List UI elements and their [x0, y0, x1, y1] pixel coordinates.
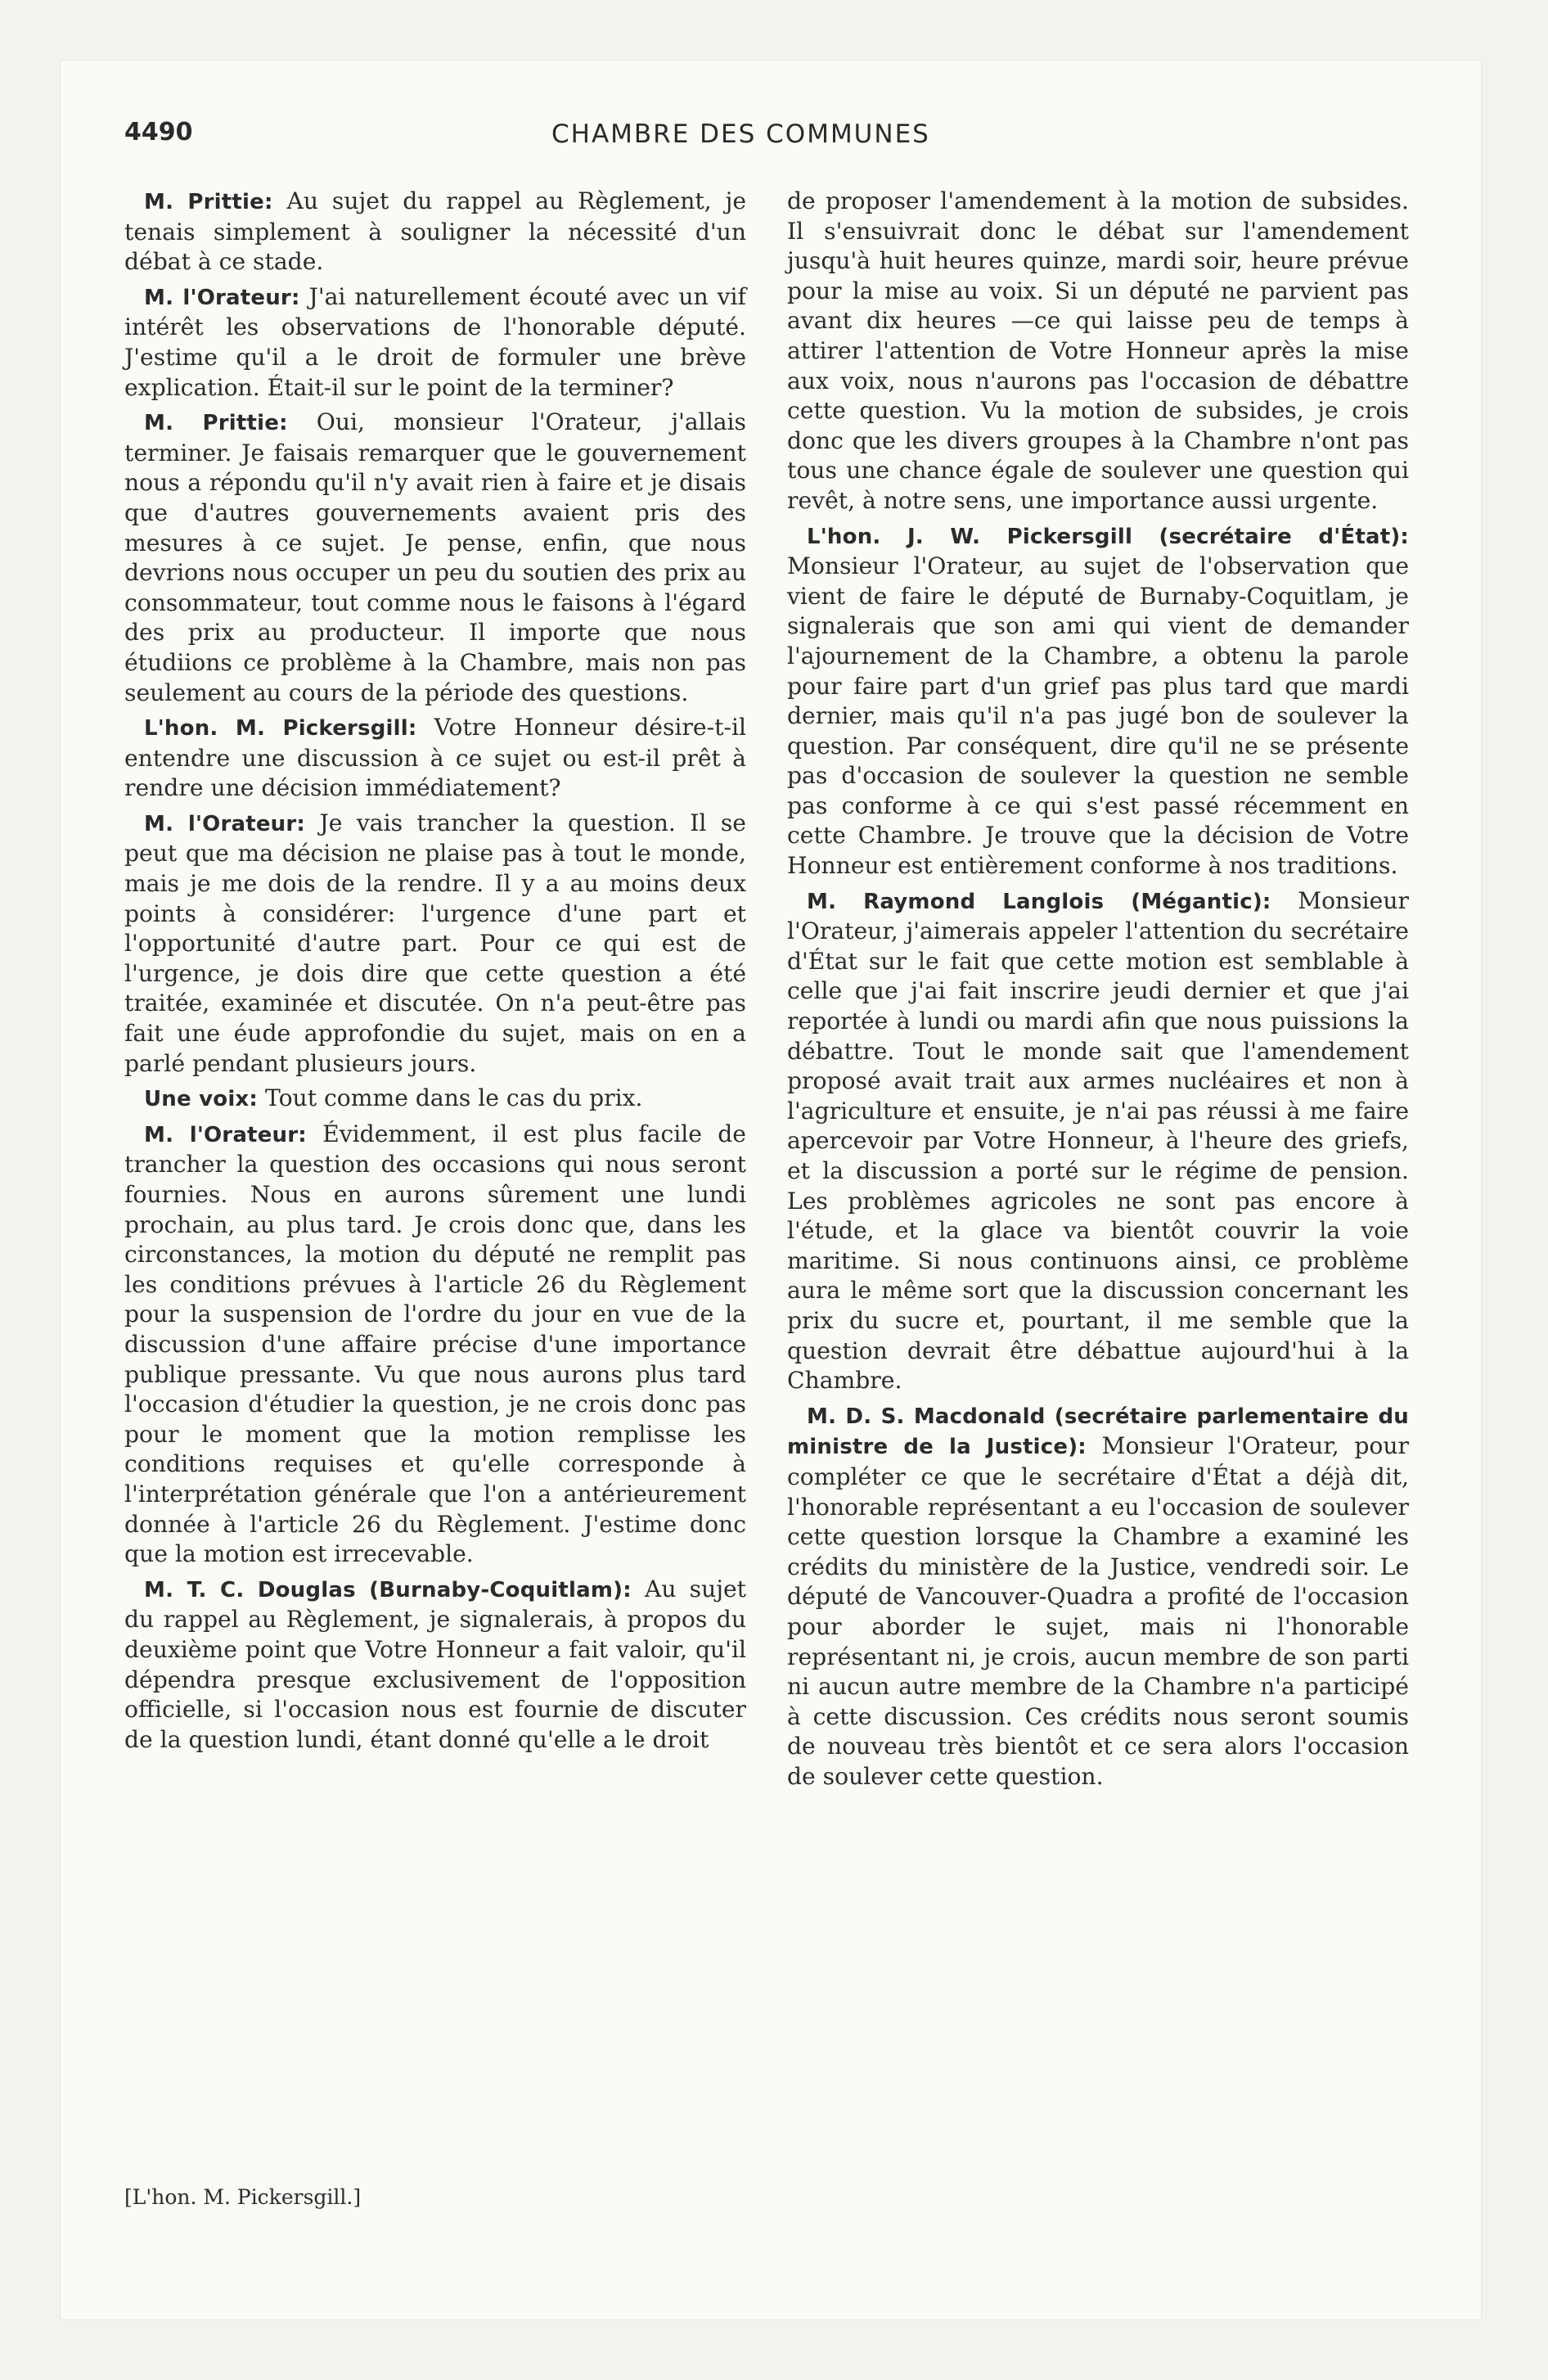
folio-note: [L'hon. M. Pickersgill.]: [124, 2185, 362, 2209]
page-number: 4490: [124, 118, 193, 146]
speaker-name: M. T. C. Douglas (Burnaby-Coquitlam):: [144, 1577, 632, 1602]
speech-text: Je vais trancher la question. Il se peut que ma décision ne plaise pas à tout le monde, mais je me dois de la rendre. Il y a au moins deux points à considérer: l'urgence d'une part et l'opportunité d'autre part. Pour ce qui est de l'urgence, je dois dire que cette question a été traitée, examinée et discutée. On n'a peut-être pas fait une éude approfondie du sujet, mais on en a parlé pendant plusieurs jours.: [124, 809, 746, 1077]
speaker-name: M. Prittie:: [144, 190, 273, 214]
left-column: [124, 187, 746, 1760]
speech-text: Tout comme dans le cas du prix.: [264, 1084, 643, 1112]
paragraph: [787, 1401, 1409, 1792]
paragraph: [124, 282, 746, 403]
speaker-name: L'hon. J. W. Pickersgill (secrétaire d'État):: [807, 524, 1409, 549]
speech-text: J'ai naturellement écouté avec un vif intérêt les observations de l'honorable député. J'estime qu'il a le droit de formuler une brève explication. Était-il sur le point de la terminer?: [124, 282, 746, 401]
speaker-name: Une voix:: [144, 1087, 258, 1112]
speech-text: Monsieur l'Orateur, au sujet de l'observation que vient de faire le député de Burnaby-Coquitlam, je signalerais que son ami qui vient de demander l'ajournement de la Chambre, a obtenu la parole pour faire part d'un grief pas plus tard que mardi dernier, mais qu'il n'a pas jugé bon de soulever la question. Par conséquent, dire qu'il ne se présente pas d'occasion de soulever la question ne semble pas conforme à ce qui s'est passé récemment en cette Chambre. Je trouve que la décision de Votre Honneur est entièrement conforme à nos traditions.: [787, 552, 1409, 880]
paragraph: [124, 809, 746, 1079]
paragraph: [124, 408, 746, 708]
paragraph: [787, 521, 1409, 881]
paragraph-continued: [787, 187, 1409, 516]
running-head: CHAMBRE DES COMMUNES: [551, 119, 930, 149]
paragraph: [124, 187, 746, 277]
speaker-name: M. D. S. Macdonald (secrétaire parlementaire du ministre de la Justice):: [787, 1404, 1409, 1460]
paragraph: [124, 1575, 746, 1756]
paragraph: [124, 713, 746, 804]
speech-text: Votre Honneur désire-t-il entendre une discussion à ce sujet ou est-il prêt à rendre une décision immédiatement?: [124, 714, 747, 802]
speech-text: Oui, monsieur l'Orateur, j'allais terminer. Je faisais remarquer que le gouvernement nous a répondu qu'il n'y avait rien à faire et je disais que d'autres gouvernements avaient pris des mesures à ce sujet. Je pense, enfin, que nous devrions nous occuper un peu du soutien des prix au consommateur, tout comme nous le faisons à l'égard des prix au producteur. Il importe que nous étudiions ce problème à la Chambre, mais non pas seulement au cours de la période des questions.: [124, 408, 746, 706]
speech-text: Au sujet du rappel au Règlement, je signalerais, à propos du deuxième point que Votre Honneur a fait valoir, qu'il dépendra presque exclusivement de l'opposition officielle, si l'occasion nous est fournie de discuter de la question lundi, étant donné qu'elle a le droit: [124, 1575, 746, 1753]
speaker-name: L'hon. M. Pickersgill:: [144, 716, 417, 741]
speech-text: Monsieur l'Orateur, pour compléter ce que le secrétaire d'État a déjà dit, l'honorable représentant a eu l'occasion de soulever cette question lorsque la Chambre a examiné les crédits du ministère de la Justice, vendredi soir. Le député de Vancouver-Quadra a profité de l'occasion pour aborder le sujet, mais ni l'honorable représentant ni, je crois, aucun membre de son parti ni aucun autre membre de la Chambre n'a participé à cette discussion. Ces crédits nous seront soumis de nouveau très bientôt et ce sera alors l'occasion de soulever cette question.: [787, 1432, 1409, 1790]
speaker-name: M. l'Orateur:: [144, 811, 306, 836]
speech-text: Au sujet du rappel au Règlement, je tenais simplement à souligner la nécessité d'un débat à ce stade.: [124, 187, 747, 276]
paragraph: [124, 1084, 746, 1115]
speech-text: de proposer l'amendement à la motion de subsides. Il s'ensuivrait donc le débat sur l'amendement jusqu'à huit heures quinze, mardi soir, heure prévue pour la mise au voix. Si un député ne parvient pas avant dix heures —ce qui laisse peu de temps à attirer l'attention de Votre Honneur après la mise aux voix, nous n'aurons pas l'occasion de débattre cette question. Vu la motion de subsides, je crois donc que les divers groupes à la Chambre n'ont pas tous une chance égale de soulever une question qui revêt, à notre sens, une importance aussi urgente.: [787, 187, 1409, 514]
speaker-name: M. l'Orateur:: [144, 1122, 307, 1147]
speech-text: Monsieur l'Orateur, j'aimerais appeler l'attention du secrétaire d'État sur le fait que cette motion est semblable à celle que j'ai fait inscrire jeudi dernier et que j'ai reportée à lundi ou mardi afin que nous puissions la débattre. Tout le monde sait que l'amendement proposé avait trait aux armes nucléaires et non à l'agriculture et ensuite, je n'ai pas réussi à me faire apercevoir par Votre Honneur, à l'heure des griefs, et la discussion a porté sur le régime de pension. Les problèmes agricoles ne sont pas encore à l'étude, et la glace va bientôt couvrir la voie maritime. Si nous continuons ainsi, ce problème aura le même sort que la discussion concernant les prix du sucre et, pourtant, il me semble que la question devrait être débattue aujourd'hui à la Chambre.: [787, 886, 1409, 1395]
right-column: [787, 187, 1409, 1796]
speech-text: Évidemment, il est plus facile de trancher la question des occasions qui nous seront fournies. Nous en aurons sûrement une lundi prochain, au plus tard. Je crois donc que, dans les circonstances, la motion du député ne remplit pas les conditions prévues à l'article 26 du Règlement pour la suspension de l'ordre du jour en vue de la discussion d'une affaire précise d'une importance publique pressante. Vu que nous aurons plus tard l'occasion d'étudier la question, je ne crois donc pas pour le moment que la motion remplisse les conditions requises et qu'elle corresponde à l'interprétation générale que l'on a antérieurement donnée à l'article 26 du Règlement. J'estime donc que la motion est irrecevable.: [124, 1120, 746, 1568]
speaker-name: M. Prittie:: [144, 411, 288, 436]
speaker-name: M. l'Orateur:: [144, 285, 300, 310]
speaker-name: M. Raymond Langlois (Mégantic):: [807, 889, 1271, 914]
page: [61, 61, 1481, 2319]
paragraph: [787, 886, 1409, 1396]
paragraph: [124, 1120, 746, 1570]
